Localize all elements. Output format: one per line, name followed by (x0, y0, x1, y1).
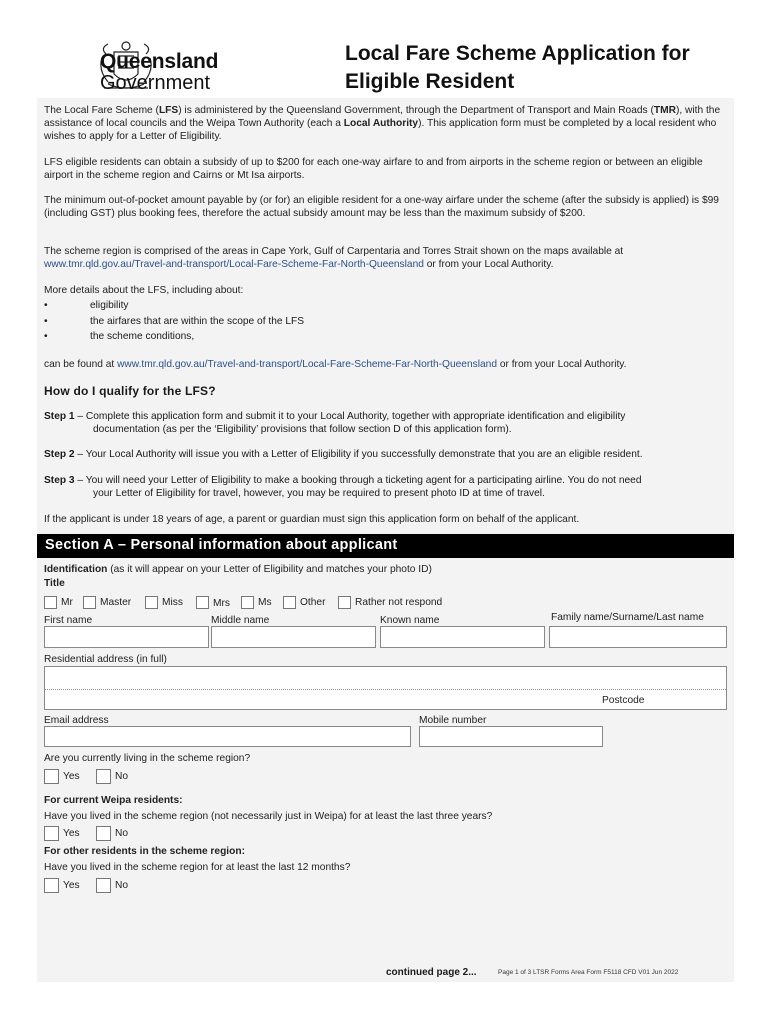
title-mrs-checkbox[interactable] (196, 596, 209, 609)
weipa-no-checkbox[interactable] (96, 826, 111, 841)
postcode-label: Postcode (602, 695, 645, 706)
living-yes-checkbox[interactable] (44, 769, 59, 784)
under-18-note: If the applicant is under 18 years of age, a parent or guardian must sign this application form on behalf of the applicant. (44, 514, 580, 525)
middle-name-input[interactable] (211, 626, 376, 648)
step-3: Step 3 – You will need your Letter of Eligibility to make a booking through a ticketing agent for a participating airline. You do not need your Letter of Eligibility for travel, however, you may be required to present photo ID at time of travel. (44, 475, 642, 499)
living-yes-label: Yes (63, 771, 80, 782)
family-name-label: Family name/Surname/Last name (551, 612, 704, 623)
bullet-icon: • (44, 300, 48, 311)
intro-paragraph-2: LFS eligible residents can obtain a subsidy of up to $200 for each one-way airfare to and from airports in the scheme region or between an eligible airport in the scheme region and Cairns or Mt Isa airports. (44, 157, 703, 181)
title-mrs-label: Mrs (213, 598, 230, 609)
intro-paragraph-1: The Local Fare Scheme (LFS) is administered by the Queensland Government, through the Department of Transport and Main Roads (TMR), with the assistance of local councils and the Weipa Town Authority (each a Local Authority). This application form must be completed by a local resident who wishes to apply for a Letter of Eligibility. (44, 105, 721, 142)
address-label: Residential address (in full) (44, 654, 167, 665)
weipa-question: Have you lived in the scheme region (not necessarily just in Weipa) for at least the last three years? (44, 811, 493, 822)
step-2: Step 2 – Your Local Authority will issue you with a Letter of Eligibility if you successfully demonstrate that you are an eligible resident. (44, 449, 643, 460)
title-ms-label: Ms (258, 597, 272, 608)
mobile-input[interactable] (419, 726, 603, 747)
known-name-input[interactable] (380, 626, 545, 648)
title-miss-checkbox[interactable] (145, 596, 158, 609)
continued-label: continued page 2... (386, 967, 477, 978)
section-a-title: Section A – Personal information about applicant (45, 537, 398, 553)
title-mr-checkbox[interactable] (44, 596, 57, 609)
title-master-checkbox[interactable] (83, 596, 96, 609)
title-rather-not-checkbox[interactable] (338, 596, 351, 609)
title-mr-label: Mr (61, 597, 73, 608)
title-rather-not-label: Rather not respond (355, 597, 443, 608)
other-no-label: No (115, 880, 129, 891)
intro-paragraph-5: More details about the LFS, including about: (44, 285, 244, 296)
mobile-label: Mobile number (419, 715, 487, 726)
logo-government: Government (100, 72, 211, 94)
middle-name-label: Middle name (211, 615, 270, 626)
logo-queensland: Queensland (100, 50, 219, 73)
weipa-heading: For current Weipa residents: (44, 795, 183, 806)
other-no-checkbox[interactable] (96, 878, 111, 893)
address-divider (45, 689, 726, 690)
email-input[interactable] (44, 726, 411, 747)
title-ms-checkbox[interactable] (241, 596, 254, 609)
list-item: the airfares that are within the scope of the LFS (90, 316, 305, 327)
intro-paragraph-6: can be found at www.tmr.qld.gov.au/Travel-and-transport/Local-Fare-Scheme-Far-North-Queensland or from your Local Authority. (44, 359, 627, 370)
living-no-label: No (115, 771, 129, 782)
step-1: Step 1 – Complete this application form and submit it to your Local Authority, together with appropriate identification and eligibility documentation (as per the ‘Eligibility’ provisions that follow section D of this application form). (44, 411, 626, 435)
scheme-maps-link[interactable]: www.tmr.qld.gov.au/Travel-and-transport/Local-Fare-Scheme-Far-North-Queensland (44, 259, 424, 270)
qualify-heading: How do I qualify for the LFS? (44, 384, 216, 398)
identification-label: Identification (as it will appear on your Letter of Eligibility and matches your photo ID) (44, 564, 432, 575)
living-no-checkbox[interactable] (96, 769, 111, 784)
scheme-details-link[interactable]: www.tmr.qld.gov.au/Travel-and-transport/Local-Fare-Scheme-Far-North-Queensland (117, 359, 497, 370)
family-name-input[interactable] (549, 626, 727, 648)
title-miss-label: Miss (162, 597, 183, 608)
other-yes-checkbox[interactable] (44, 878, 59, 893)
weipa-no-label: No (115, 828, 129, 839)
first-name-input[interactable] (44, 626, 209, 648)
title-other-checkbox[interactable] (283, 596, 296, 609)
living-question: Are you currently living in the scheme region? (44, 753, 251, 764)
other-yes-label: Yes (63, 880, 80, 891)
weipa-yes-checkbox[interactable] (44, 826, 59, 841)
other-residents-heading: For other residents in the scheme region: (44, 846, 245, 857)
intro-paragraph-3: The minimum out-of-pocket amount payable by (or for) an eligible resident for a one-way airfare under the scheme (after the subsidy is applied) is $99 (including GST) plus booking fees, therefore the actual subsidy amount may be less than the maximum subsidy of $200. (44, 195, 719, 219)
title-master-label: Master (100, 597, 132, 608)
list-item: eligibility (90, 300, 129, 311)
email-label: Email address (44, 715, 109, 726)
title-label: Title (44, 578, 65, 589)
known-name-label: Known name (380, 615, 440, 626)
intro-paragraph-4: The scheme region is comprised of the areas in Cape York, Gulf of Carpentaria and Torres Strait shown on the maps available at www.tmr.qld.gov.au/Travel-and-transport/Local-Fare-Scheme-Far-North-Queensland or from your Local Authority. (44, 246, 624, 270)
first-name-label: First name (44, 615, 93, 626)
bullet-icon: • (44, 331, 48, 342)
title-other-label: Other (300, 597, 326, 608)
page-title: Local Fare Scheme Application for Eligible Resident (345, 42, 690, 93)
other-residents-question: Have you lived in the scheme region for at least the last 12 months? (44, 862, 351, 873)
list-item: the scheme conditions, (90, 331, 195, 342)
weipa-yes-label: Yes (63, 828, 80, 839)
form-metadata: Page 1 of 3 LTSR Forms Area Form F5118 CFD V01 Jun 2022 (498, 969, 679, 976)
bullet-icon: • (44, 316, 48, 327)
